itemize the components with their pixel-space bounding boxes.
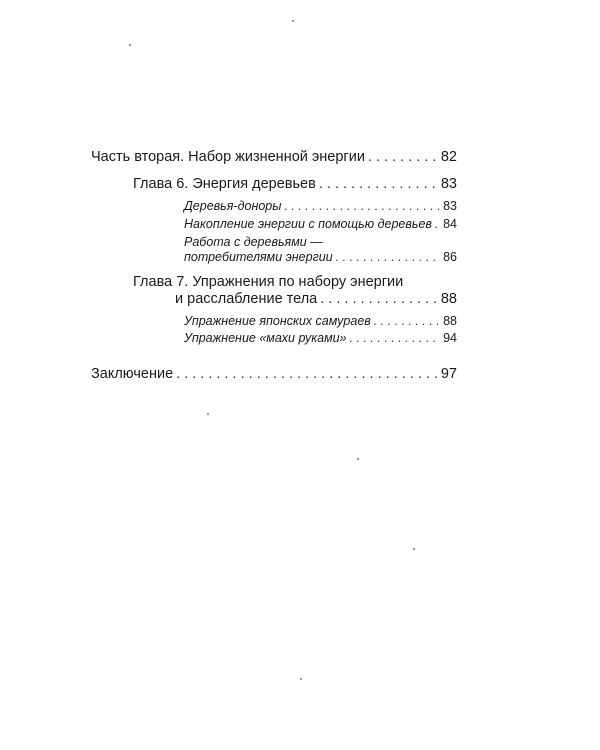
dot-leader xyxy=(374,314,440,328)
dot-leader xyxy=(320,291,438,307)
toc-entry-title: Упражнение «махи руками» xyxy=(184,331,347,345)
scan-speck xyxy=(292,20,294,22)
toc-entry-page: 83 xyxy=(443,199,457,213)
toc-entry-page: 88 xyxy=(443,314,457,328)
toc-entry-title: Глава 6. Энергия деревьев xyxy=(133,176,316,192)
scan-speck xyxy=(207,413,209,415)
toc-entry-title: Накопление энергии с помощью деревьев xyxy=(184,217,432,231)
dot-leader xyxy=(368,149,438,165)
toc-entry-page: 88 xyxy=(440,291,457,307)
toc-entry-part-two xyxy=(91,149,457,165)
toc-entry-consumer-trees-line1: Работа с деревьями — xyxy=(184,235,323,249)
toc-entry-conclusion xyxy=(91,366,457,382)
toc-entry-page: 97 xyxy=(440,366,457,382)
scan-speck xyxy=(129,44,131,46)
dot-leader xyxy=(336,250,440,264)
dot-leader xyxy=(176,366,438,382)
toc-entry-title: Заключение xyxy=(91,366,174,382)
toc-entry-energy-accumulation xyxy=(184,217,457,231)
toc-entry-page: 94 xyxy=(443,331,457,345)
toc-entry-title: Деревья-доноры xyxy=(184,199,282,213)
toc-entry-chapter-7 xyxy=(175,291,457,307)
toc-entry-page: 84 xyxy=(443,217,457,231)
toc-entry-arm-swings-exercise xyxy=(184,331,457,345)
toc-entry-page: 83 xyxy=(440,176,457,192)
scan-speck xyxy=(300,678,302,680)
toc-entry-consumer-trees xyxy=(184,250,457,264)
scan-speck xyxy=(357,458,359,460)
toc-entry-samurai-exercise xyxy=(184,314,457,328)
dot-leader xyxy=(319,176,438,192)
toc-entry-title: потребителями энергии xyxy=(184,250,333,264)
toc-entry-page: 86 xyxy=(443,250,457,264)
toc-entry-page: 82 xyxy=(440,149,457,165)
toc-entry-donor-trees xyxy=(184,199,457,213)
dot-leader xyxy=(350,331,441,345)
dot-leader xyxy=(435,217,440,231)
toc-entry-title: и расслабление тела xyxy=(175,291,318,307)
toc-entry-chapter-6 xyxy=(133,176,457,192)
dot-leader xyxy=(284,199,440,213)
toc-entry-title: Часть вторая. Набор жизненной энергии xyxy=(91,149,365,165)
toc-entry-title: Упражнение японских самураев xyxy=(184,314,371,328)
toc-entry-chapter-7-line1: Глава 7. Упражнения по набору энергии xyxy=(133,274,404,290)
scan-speck xyxy=(413,548,415,550)
